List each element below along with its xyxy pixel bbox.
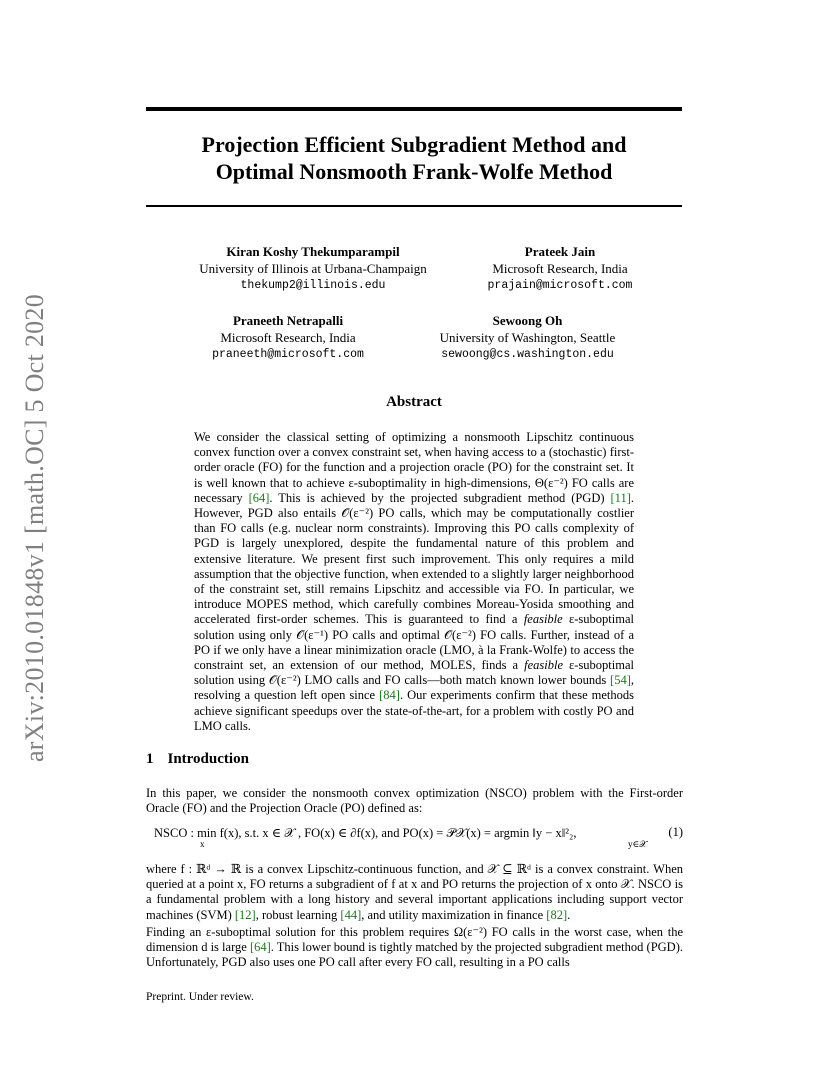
author-affiliation: Microsoft Research, India xyxy=(492,261,628,276)
author-block-3 xyxy=(188,312,388,363)
citation-link[interactable]: [11] xyxy=(610,490,631,505)
paragraph-2 xyxy=(146,862,683,923)
equation-expression: NSCO : min f(x), s.t. x ∈ 𝒳 , FO(x) ∈ ∂f(x), and PO(x) = 𝒫𝒳(x) = argmin ‖y − x‖²₂, xyxy=(154,826,577,840)
paragraph-1: In this paper, we consider the nonsmooth convex optimization (NSCO) problem with the First-order Oracle (FO) and the Projection Oracle (PO) defined as: xyxy=(146,786,683,816)
citation-link[interactable]: [64] xyxy=(249,940,271,955)
abstract-heading: Abstract xyxy=(386,394,442,410)
author-affiliation: University of Illinois at Urbana-Champaign xyxy=(199,261,427,276)
abstract-text: We consider the classical setting of optimizing a nonsmooth Lipschitz continuous convex function over a convex constraint set, when having access to a (stochastic) first-order oracle (FO) for the function and a projection oracle (PO) for the constraint set. It is well known that to achieve ε-suboptimality in high-dimensions, Θ(ε⁻²) FO calls are necessary xyxy=(194,430,634,505)
citation-link[interactable]: [54] xyxy=(610,673,631,688)
citation-link[interactable]: [44] xyxy=(340,907,362,922)
author-block-4 xyxy=(420,312,635,363)
abstract-emphasis: feasible xyxy=(523,612,563,627)
abstract-text: . This is achieved by the projected subgradient method (PGD) xyxy=(269,490,611,505)
author-email[interactable]: prajain@microsoft.com xyxy=(487,279,633,292)
paragraph-text: , and utility maximization in finance xyxy=(361,907,547,922)
abstract-text: ε-suboptimal solution using only 𝒪(ε⁻¹) PO calls and optimal 𝒪(ε⁻²) FO calls. Further, instead of a PO if we only have a linear minimization oracle (LMO, à la Frank-Wolfe) to access the constraint set, an extension of our method, MOLES, finds a xyxy=(194,612,634,673)
author-name: Prateek Jain xyxy=(524,244,596,259)
title-bottom-rule xyxy=(146,205,682,207)
paragraph-3 xyxy=(146,925,683,971)
paragraph-text: . This lower bound is tightly matched by the projected subgradient method (PGD). Unfortunately, PGD also uses one PO call after every FO call, resulting in a PO calls xyxy=(146,940,683,970)
citation-link[interactable]: [84] xyxy=(379,688,400,703)
citation-link[interactable]: [82] xyxy=(546,907,568,922)
title-line-1: Projection Efficient Subgradient Method and xyxy=(201,132,627,157)
author-block-2 xyxy=(460,243,660,294)
citation-link[interactable]: [64] xyxy=(248,490,270,505)
author-email[interactable]: thekump2@illinois.edu xyxy=(240,279,386,292)
arxiv-stamp: arXiv:2010.01848v1 [math.OC] 5 Oct 2020 xyxy=(20,293,49,763)
equation-number: (1) xyxy=(668,825,683,839)
abstract-body xyxy=(194,430,634,734)
paper-title xyxy=(146,131,682,185)
abstract-text: , resolving a question left open since xyxy=(194,673,634,703)
author-block-1 xyxy=(188,243,438,294)
section-number: 1 xyxy=(146,751,154,767)
abstract-text: . Our experiments confirm that these methods achieve significant speedups over the state-of-the-art, for a problem with costly PO and LMO calls. xyxy=(194,688,634,733)
author-name: Sewoong Oh xyxy=(492,313,563,328)
abstract-emphasis: feasible xyxy=(524,658,563,673)
paragraph-text: where f : ℝᵈ → ℝ is a convex Lipschitz-continuous function, and 𝒳 ⊆ ℝᵈ is a convex constraint. When queried at a point x, FO returns a subgradient of f at x and PO returns the projection of x onto 𝒳. NSCO is a fundamental problem with a long history and several important applications including support vector machines (SVM) xyxy=(146,862,683,922)
citation-link[interactable]: [12] xyxy=(234,907,256,922)
paragraph-text: Finding an ε-suboptimal solution for this problem requires Ω(ε⁻²) FO calls in the worst case, when the dimension d is large xyxy=(146,925,683,955)
abstract-text: . However, PGD also entails 𝒪(ε⁻²) PO calls, which may be computationally costlier than FO calls (e.g. nuclear norm constraints). Improving this PO calls complexity of PGD is largely unexplored, despite the fundamental nature of this problem and extensive literature. We present first such improvement. This only requires a mild assumption that the objective function, when extended to a slightly larger neighborhood of the constraint set, still remains Lipschitz and accessible via FO. In particular, we introduce MOPES method, which carefully combines Moreau-Yosida smoothing and accelerated first-order schemes. This is guaranteed to find a xyxy=(194,490,635,627)
paragraph-text: . xyxy=(567,907,571,922)
paragraph-text: , robust learning xyxy=(255,907,341,922)
section-title: Introduction xyxy=(167,751,249,767)
abstract-text: ε-suboptimal solution using 𝒪(ε⁻²) LMO calls and FO calls—both match known lower bounds xyxy=(194,658,635,688)
author-email[interactable]: praneeth@microsoft.com xyxy=(212,348,364,361)
author-name: Kiran Koshy Thekumparampil xyxy=(226,244,400,259)
equation-argmin-subscript: y∈𝒳 xyxy=(628,839,647,849)
equation-1 xyxy=(146,825,683,855)
author-email[interactable]: sewoong@cs.washington.edu xyxy=(441,348,614,361)
equation-min-subscript: x xyxy=(200,839,205,849)
title-line-2: Optimal Nonsmooth Frank-Wolfe Method xyxy=(215,159,613,184)
author-affiliation: University of Washington, Seattle xyxy=(439,330,616,345)
section-heading xyxy=(146,751,249,768)
title-top-rule xyxy=(146,107,682,111)
author-affiliation: Microsoft Research, India xyxy=(220,330,356,345)
author-name: Praneeth Netrapalli xyxy=(232,313,344,328)
footer-note: Preprint. Under review. xyxy=(146,991,254,1003)
